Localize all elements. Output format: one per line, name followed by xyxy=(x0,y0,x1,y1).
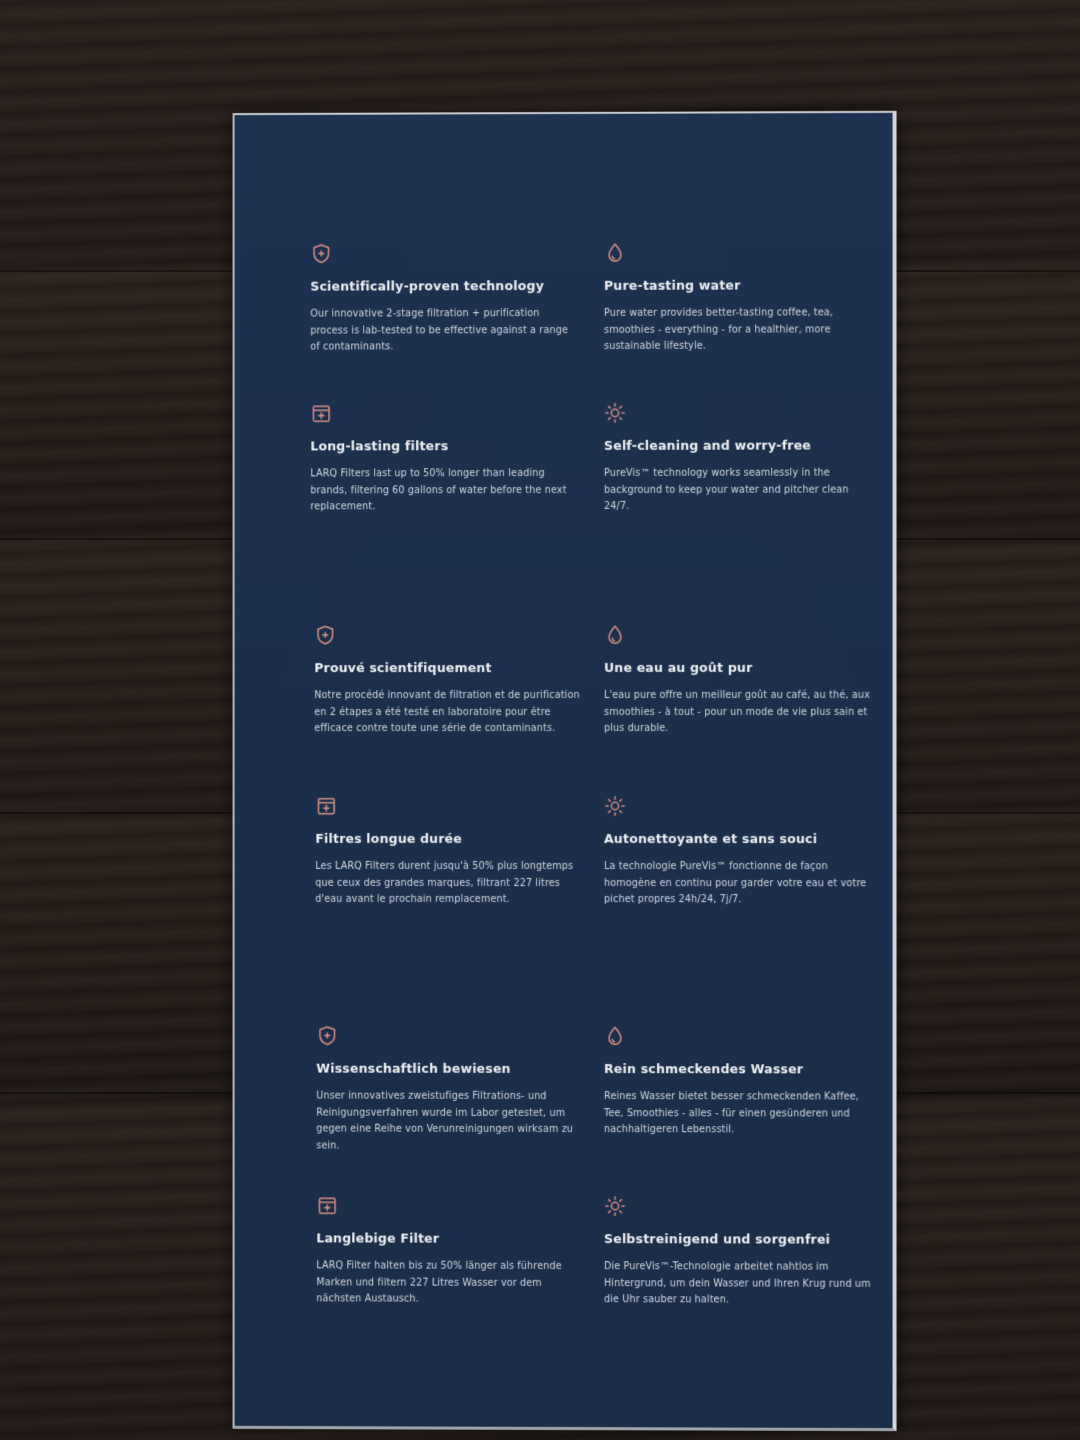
feature-fr-self-cleaning xyxy=(604,795,874,909)
feature-description: L'eau pure offre un meilleur goût au café, au thé, aux smoothies - à tout - pour un mode de vie plus sain et plus durable. xyxy=(604,689,870,734)
feature-description: Notre procédé innovant de filtration et de purification en 2 étapes a été testé en laboratoire pour être efficace contre toute une série de contaminants. xyxy=(314,689,580,735)
calendar-plus-icon xyxy=(316,1194,338,1216)
feature-en-pure-water xyxy=(604,241,874,355)
feature-title: Langlebige Filter xyxy=(316,1230,440,1246)
shield-plus-icon xyxy=(310,243,332,265)
product-box-back-panel xyxy=(233,111,897,1431)
shield-plus-icon xyxy=(316,1025,338,1047)
feature-title: Long-lasting filters xyxy=(310,438,449,454)
feature-fr-long-lasting xyxy=(315,795,585,909)
sun-icon xyxy=(604,795,626,817)
shield-plus-icon xyxy=(314,624,336,646)
feature-description: Our innovative 2-stage filtration + purification process is lab-tested to be effective against a range of contaminants. xyxy=(310,308,568,353)
feature-de-pure-water xyxy=(604,1025,874,1139)
feature-title: Pure-tasting water xyxy=(604,277,741,293)
feature-fr-scientific xyxy=(314,624,584,738)
feature-en-scientific xyxy=(310,242,580,356)
feature-description: Die PureVis™-Technologie arbeitet nahtlos im Hintergrund, um dein Wasser und Ihren Krug rund um die Uhr sauber zu halten. xyxy=(604,1261,871,1306)
feature-description: La technologie PureVis™ fonctionne de façon homogène en continu pour garder votre eau et votre pichet propres 24h/24, 7j/7. xyxy=(604,861,867,906)
feature-en-self-cleaning xyxy=(604,401,874,515)
feature-title: Prouvé scientifiquement xyxy=(314,660,492,676)
water-drop-icon xyxy=(604,242,626,264)
feature-en-long-lasting xyxy=(310,402,580,516)
sun-icon xyxy=(604,402,626,424)
feature-description: Pure water provides better-tasting coffee, tea, smoothies - everything - for a healthier, more sustainable lifestyle. xyxy=(604,307,834,352)
feature-description: LARQ Filters last up to 50% longer than leading brands, filtering 60 gallons of water before the next replacement. xyxy=(310,468,567,513)
feature-title: Filtres longue durée xyxy=(315,830,462,846)
feature-description: PureVis™ technology works seamlessly in the background to keep your water and pitcher clean 24/7. xyxy=(604,467,849,512)
feature-de-long-lasting xyxy=(316,1194,586,1308)
feature-title: Wissenschaftlich bewiesen xyxy=(316,1060,511,1076)
feature-title: Une eau au goût pur xyxy=(604,659,753,675)
feature-title: Selbstreinigend und sorgenfrei xyxy=(604,1231,831,1247)
feature-title: Scientifically-proven technology xyxy=(310,278,545,294)
feature-description: LARQ Filter halten bis zu 50% länger als führende Marken und filtern 227 Litres Wasser vor dem nächsten Austausch. xyxy=(316,1260,562,1305)
feature-title: Autonettoyante et sans souci xyxy=(604,831,818,847)
calendar-plus-icon xyxy=(315,795,337,817)
calendar-plus-icon xyxy=(310,402,332,424)
feature-description: Unser innovatives zweistufiges Filtrations- und Reinigungsverfahren wurde im Labor getestet, um gegen eine Reihe von Verunreinigungen wirksam zu sein. xyxy=(316,1090,574,1152)
feature-description: Les LARQ Filters durent jusqu'à 50% plus longtemps que ceux des grandes marques, filtrant 227 litres d'eau avant le prochain remplacement. xyxy=(315,860,574,905)
feature-de-scientific xyxy=(316,1025,586,1155)
water-drop-icon xyxy=(604,624,626,646)
sun-icon xyxy=(604,1195,626,1217)
feature-title: Rein schmeckendes Wasser xyxy=(604,1061,804,1077)
feature-fr-pure-water xyxy=(604,624,874,738)
water-drop-icon xyxy=(604,1025,626,1047)
feature-description: Reines Wasser bietet besser schmeckenden Kaffee, Tee, Smoothies - alles - für einen gesünderen und nachhaltigeren Lebensstil. xyxy=(604,1091,859,1136)
feature-de-self-cleaning xyxy=(604,1195,874,1309)
feature-title: Self-cleaning and worry-free xyxy=(604,437,812,453)
